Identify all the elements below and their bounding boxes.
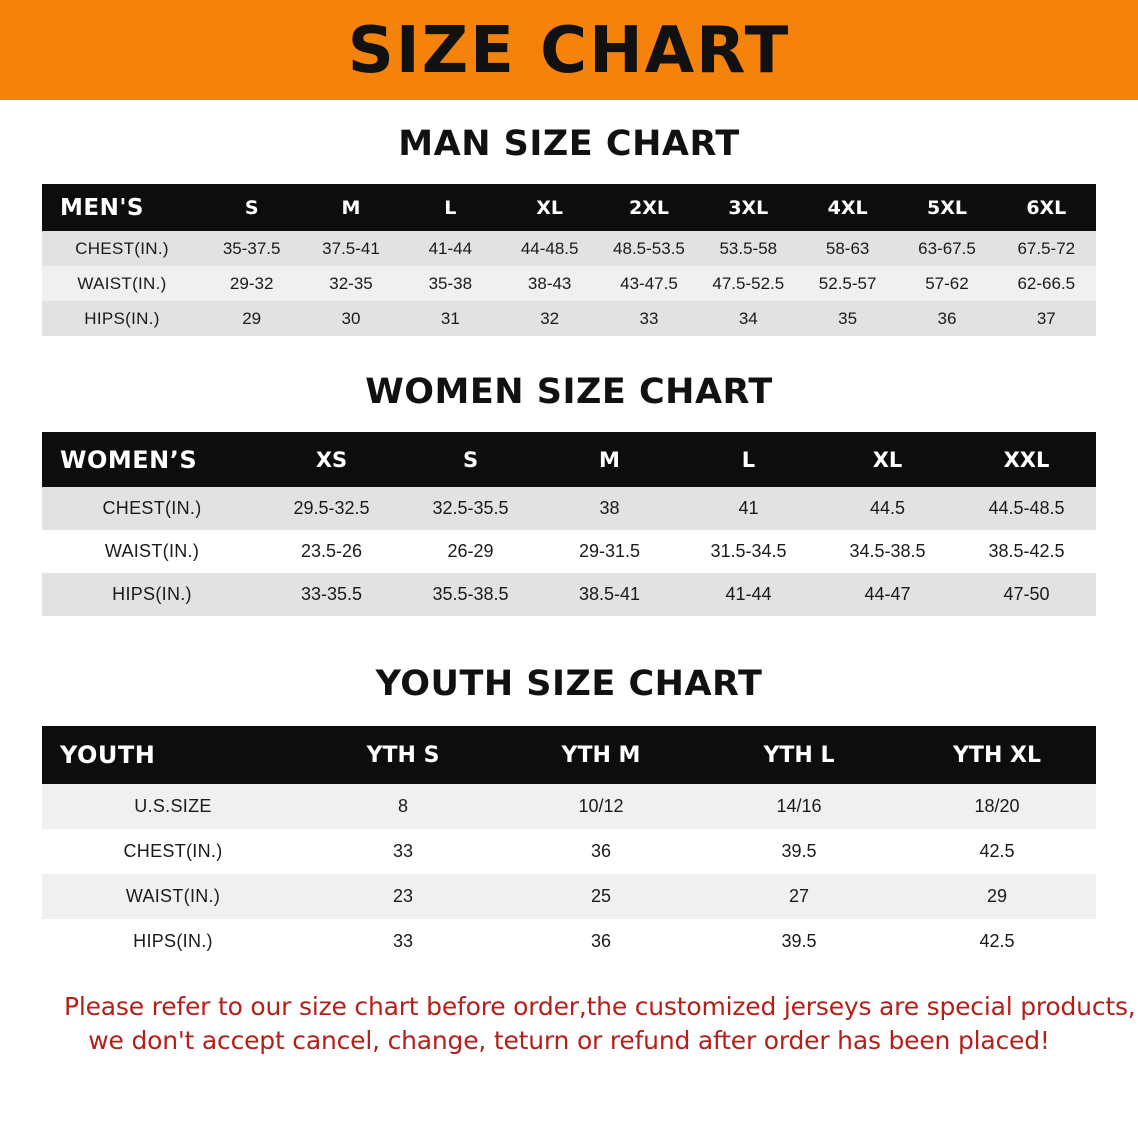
- table-row: [42, 301, 1096, 336]
- cell: 47.5-52.5: [699, 266, 798, 301]
- cell: 62-66.5: [997, 266, 1096, 301]
- cell: 48.5-53.5: [599, 231, 698, 266]
- youth-col-header: YTH S: [366, 742, 440, 768]
- cell: 33-35.5: [262, 573, 401, 616]
- cell: 36: [502, 919, 700, 964]
- row-label: WAIST(IN.): [42, 530, 262, 573]
- man-table-body: [42, 231, 1096, 336]
- cell: 35: [798, 301, 897, 336]
- row-label: U.S.SIZE: [42, 784, 304, 829]
- cell: 33: [304, 919, 502, 964]
- cell: 32.5-35.5: [401, 487, 540, 530]
- table-row: [42, 487, 1096, 530]
- cell: 29.5-32.5: [262, 487, 401, 530]
- women-table-header: [42, 432, 1096, 487]
- row-label: WAIST(IN.): [42, 266, 202, 301]
- cell: 67.5-72: [997, 231, 1096, 266]
- man-size-table: [42, 184, 1096, 336]
- cell: 38.5-41: [540, 573, 679, 616]
- row-label: WAIST(IN.): [42, 874, 304, 919]
- cell: 33: [304, 829, 502, 874]
- women-col-header: XS: [315, 447, 348, 472]
- cell: 27: [700, 874, 898, 919]
- table-row: [42, 874, 1096, 919]
- table-row: [42, 573, 1096, 616]
- cell: 35-37.5: [202, 231, 301, 266]
- cell: 41-44: [401, 231, 500, 266]
- youth-section-heading: YOUTH SIZE CHART: [375, 664, 763, 704]
- women-col-header: S: [462, 447, 479, 472]
- cell: 26-29: [401, 530, 540, 573]
- cell: 44-48.5: [500, 231, 599, 266]
- cell: 36: [502, 829, 700, 874]
- cell: 34.5-38.5: [818, 530, 957, 573]
- youth-col-header: YTH XL: [953, 742, 1041, 768]
- cell: 35.5-38.5: [401, 573, 540, 616]
- cell: 44.5-48.5: [957, 487, 1096, 530]
- cell: 38.5-42.5: [957, 530, 1096, 573]
- cell: 29-31.5: [540, 530, 679, 573]
- man-col-header: L: [444, 196, 457, 219]
- cell: 34: [699, 301, 798, 336]
- cell: 29: [898, 874, 1096, 919]
- cell: 58-63: [798, 231, 897, 266]
- cell: 32: [500, 301, 599, 336]
- cell: 8: [304, 784, 502, 829]
- youth-corner-label: YOUTH: [60, 741, 156, 769]
- table-row: [42, 266, 1096, 301]
- women-size-table: [42, 432, 1096, 616]
- cell: 41-44: [679, 573, 818, 616]
- cell: 14/16: [700, 784, 898, 829]
- cell: 23: [304, 874, 502, 919]
- cell: 44.5: [818, 487, 957, 530]
- cell: 35-38: [401, 266, 500, 301]
- table-row: [42, 231, 1096, 266]
- policy-note-line-2: we don't accept cancel, change, teturn or refund after order has been placed!: [88, 1025, 1050, 1055]
- row-label: CHEST(IN.): [42, 829, 304, 874]
- policy-note: [64, 990, 1136, 1058]
- row-label: HIPS(IN.): [42, 919, 304, 964]
- cell: 31: [401, 301, 500, 336]
- cell: 39.5: [700, 829, 898, 874]
- women-col-header: XL: [872, 447, 903, 472]
- cell: 10/12: [502, 784, 700, 829]
- women-col-header: L: [741, 447, 756, 472]
- man-col-header: S: [244, 196, 259, 219]
- youth-size-table-wrapper: [42, 726, 1096, 964]
- cell: 41: [679, 487, 818, 530]
- man-col-header: 6XL: [1026, 196, 1067, 219]
- cell: 29-32: [202, 266, 301, 301]
- women-size-table-wrapper: [42, 432, 1096, 616]
- man-corner-label: MEN'S: [60, 194, 144, 221]
- women-section-heading: WOMEN SIZE CHART: [365, 372, 773, 412]
- cell: 39.5: [700, 919, 898, 964]
- table-header-row: [42, 726, 1096, 784]
- policy-note-line-1: Please refer to our size chart before order,the customized jerseys are special products,: [64, 992, 1136, 1021]
- cell: 25: [502, 874, 700, 919]
- youth-col-header: YTH L: [763, 742, 835, 768]
- cell: 53.5-58: [699, 231, 798, 266]
- cell: 42.5: [898, 919, 1096, 964]
- women-col-header: XXL: [1003, 447, 1050, 472]
- youth-table-body: [42, 784, 1096, 964]
- cell: 30: [301, 301, 400, 336]
- table-header-row: [42, 432, 1096, 487]
- cell: 29: [202, 301, 301, 336]
- man-col-header: M: [341, 196, 361, 219]
- man-col-header: 2XL: [628, 196, 669, 219]
- youth-size-table: [42, 726, 1096, 964]
- women-corner-label: WOMEN’S: [60, 445, 198, 474]
- man-col-header: 5XL: [926, 196, 967, 219]
- cell: 18/20: [898, 784, 1096, 829]
- man-size-table-wrapper: [42, 184, 1096, 336]
- row-label: CHEST(IN.): [42, 487, 262, 530]
- man-col-header: XL: [536, 196, 564, 219]
- cell: 31.5-34.5: [679, 530, 818, 573]
- youth-col-header: YTH M: [561, 742, 641, 768]
- man-section-heading: MAN SIZE CHART: [398, 124, 740, 164]
- cell: 43-47.5: [599, 266, 698, 301]
- row-label: CHEST(IN.): [42, 231, 202, 266]
- cell: 47-50: [957, 573, 1096, 616]
- man-col-header: 4XL: [827, 196, 868, 219]
- cell: 33: [599, 301, 698, 336]
- row-label: HIPS(IN.): [42, 301, 202, 336]
- table-row: [42, 530, 1096, 573]
- cell: 37.5-41: [301, 231, 400, 266]
- cell: 63-67.5: [897, 231, 996, 266]
- table-row: [42, 784, 1096, 829]
- cell: 38: [540, 487, 679, 530]
- youth-table-header: [42, 726, 1096, 784]
- cell: 44-47: [818, 573, 957, 616]
- banner: [0, 0, 1138, 100]
- cell: 23.5-26: [262, 530, 401, 573]
- cell: 36: [897, 301, 996, 336]
- cell: 52.5-57: [798, 266, 897, 301]
- table-row: [42, 829, 1096, 874]
- banner-title: SIZE CHART: [347, 14, 791, 88]
- cell: 57-62: [897, 266, 996, 301]
- women-col-header: M: [599, 447, 620, 472]
- cell: 32-35: [301, 266, 400, 301]
- cell: 38-43: [500, 266, 599, 301]
- row-label: HIPS(IN.): [42, 573, 262, 616]
- cell: 37: [997, 301, 1096, 336]
- women-table-body: [42, 487, 1096, 616]
- cell: 42.5: [898, 829, 1096, 874]
- man-col-header: 3XL: [728, 196, 769, 219]
- table-row: [42, 919, 1096, 964]
- table-header-row: [42, 184, 1096, 231]
- man-table-header: [42, 184, 1096, 231]
